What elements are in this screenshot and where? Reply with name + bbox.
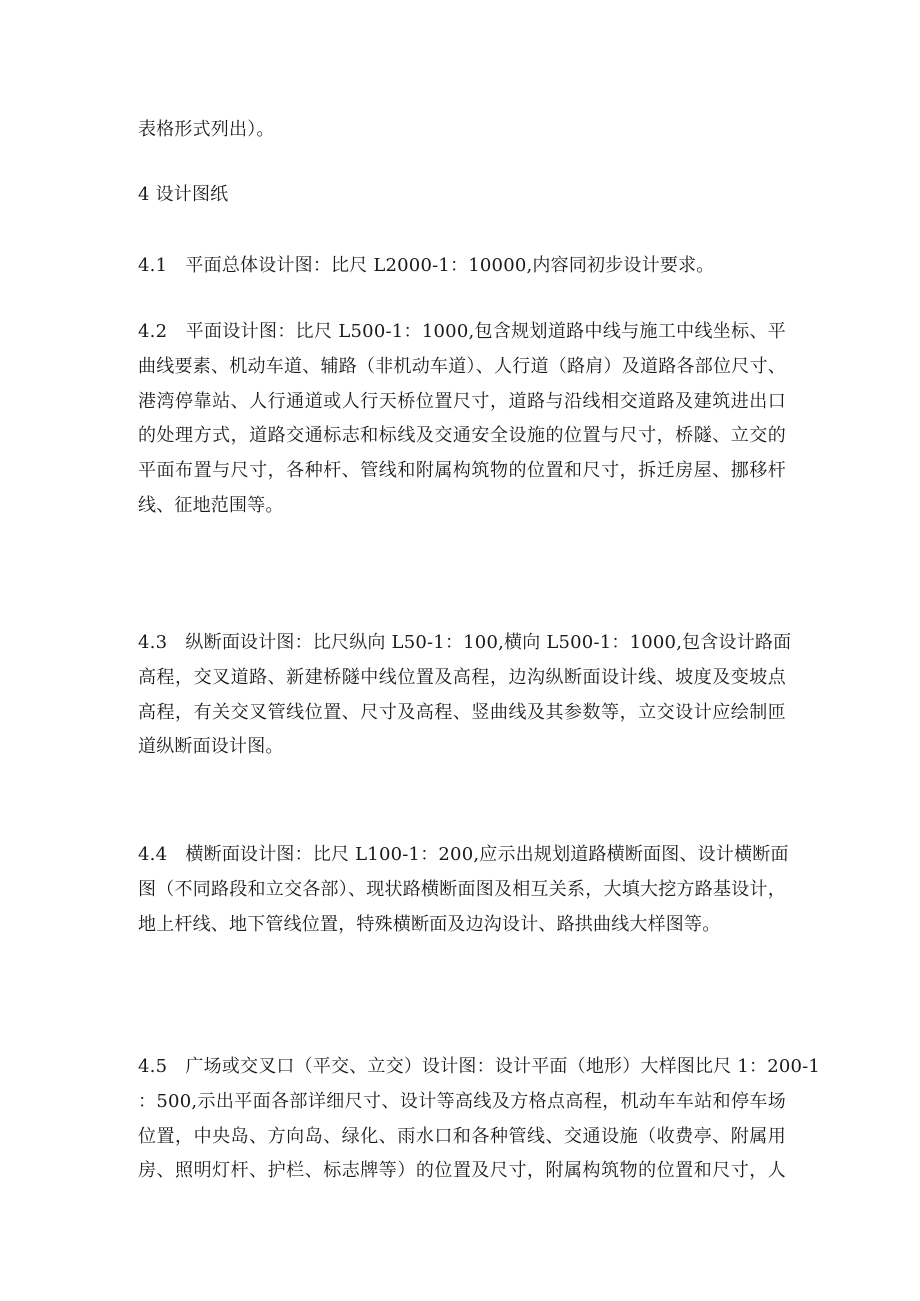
text-line: 4 设计图纸 <box>138 184 229 205</box>
text-line: 表格形式列出）。 <box>138 119 275 140</box>
text-line: 线、征地范围等。 <box>138 494 284 516</box>
paragraph-4-2 <box>138 315 786 524</box>
text-line: 位置，中央岛、方向岛、绿化、雨水口和各种管线、交通设施（收费亭、附属用 <box>138 1125 786 1147</box>
paragraph-4-4 <box>138 838 789 942</box>
text-line: 的处理方式，道路交通标志和标线及交通安全设施的位置与尺寸，桥隧、立交的 <box>138 425 786 447</box>
paragraph-4-5 <box>138 1050 821 1189</box>
text-line: 4.2 平面设计图：比尺 L500-1：1000,包含规划道路中线与施工中线坐标、平 <box>138 321 786 342</box>
text-line: 4.3 纵断面设计图：比尺纵向 L50-1：100,横向 L500-1：1000,包含设计路面 <box>138 632 792 653</box>
section-heading <box>138 178 786 213</box>
paragraph-continuation <box>138 113 786 148</box>
text-line: 平面布置与尺寸，各种杆、管线和附属构筑物的位置和尺寸，拆迁房屋、挪移杆 <box>138 460 786 482</box>
text-line: 道纵断面设计图。 <box>138 736 284 758</box>
text-line: 曲线要素、机动车道、辅路（非机动车道）、人行道（路肩）及道路各部位尺寸、 <box>138 355 786 377</box>
text-line: 地上杆线、地下管线位置，特殊横断面及边沟设计、路拱曲线大样图等。 <box>138 913 721 935</box>
text-line: 高程，有关交叉管线位置、尺寸及高程、竖曲线及其参数等，立交设计应绘制匝 <box>138 701 786 723</box>
text-line: 房、照明灯杆、护栏、标志牌等）的位置及尺寸，附属构筑物的位置和尺寸，人 <box>138 1160 786 1182</box>
text-line: 4.4 横断面设计图：比尺 L100-1：200,应示出规划道路横断面图、设计横断面 <box>138 844 789 865</box>
text-line: 港湾停靠站、人行通道或人行天桥位置尺寸，道路与沿线相交道路及建筑进出口 <box>138 390 786 412</box>
text-line: 高程，交叉道路、新建桥隧中线位置及高程，边沟纵断面设计线、坡度及变坡点 <box>138 666 786 688</box>
text-line: 图（不同路段和立交各部）、现状路横断面图及相互关系，大填大挖方路基设计， <box>138 878 786 900</box>
text-line: ：500,示出平面各部详细尺寸、设计等高线及方格点高程，机动车车站和停车场 <box>138 1090 786 1112</box>
text-line: 4.1 平面总体设计图：比尺 L2000-1：10000,内容同初步设计要求。 <box>138 255 715 276</box>
paragraph-4-1 <box>138 249 786 284</box>
paragraph-4-3 <box>138 626 792 765</box>
text-line: 4.5 广场或交叉口（平交、立交）设计图：设计平面（地形）大样图比尺 1：200-1 <box>138 1056 821 1077</box>
